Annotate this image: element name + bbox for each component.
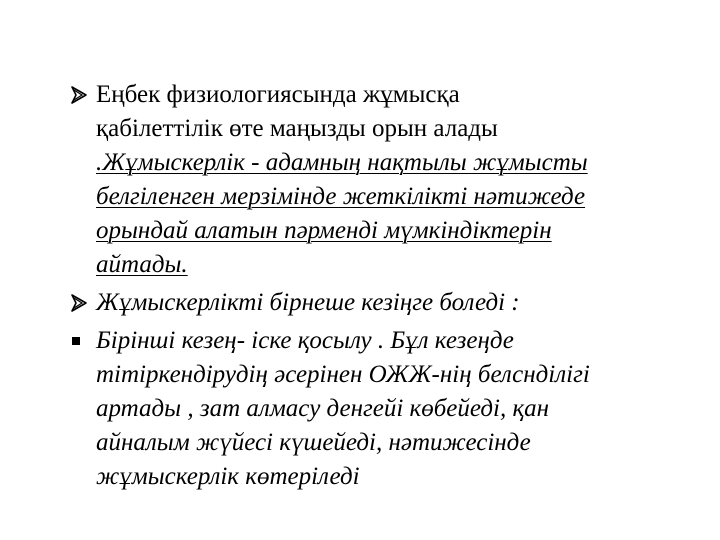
item-1-line1: Еңбек физиологиясында жұмысқа	[96, 81, 460, 108]
item-3-text: Бірінші кезең- іске қосылу . Бұл кезеңде тітіркендірудің әсерінен ОЖЖ-нің белсндiлiгi артады , зат алмасу денгейі көбейеді, қан айналым жүйесі күшейеді, нәтижесінде жұмыскерлік көтеріледі	[96, 327, 590, 490]
slide-content	[70, 78, 630, 494]
bullet-item-1	[70, 78, 630, 282]
bullet-item-3	[70, 324, 630, 494]
arrow-bullet-icon	[70, 286, 92, 320]
item-1-line2: қабілеттілік өте маңызды орын алады	[96, 115, 498, 142]
square-bullet-icon	[70, 324, 92, 358]
item-1-definition: .Жұмыскерлік - адамның нақтылы жұмысты белгіленген мерзімінде жеткілікті нәтижеде орындай алатын пәрменді мүмкіндіктерін айтады.	[96, 149, 588, 278]
item-2-text: Жұмыскерлікті бірнеше кезіңге боледі :	[96, 289, 520, 316]
bullet-item-2	[70, 286, 630, 320]
arrow-bullet-icon	[70, 78, 92, 112]
